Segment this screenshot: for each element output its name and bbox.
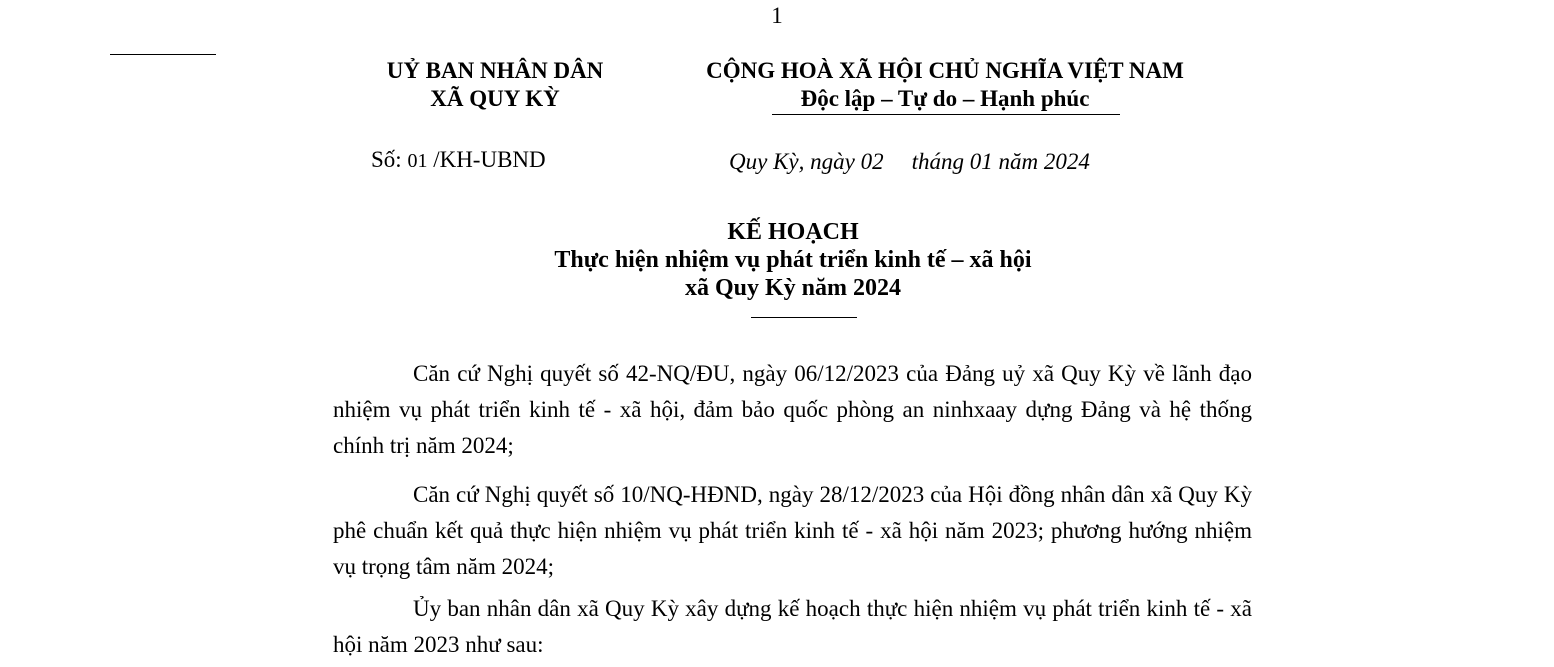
nation-name: CỘNG HOÀ XÃ HỘI CHỦ NGHĨA VIỆT NAM [706,58,1184,83]
title-line2: Thực hiện nhiệm vụ phát triển kinh tế – xã hội [554,247,1032,273]
place-day: Quy Kỳ, ngày 02 [729,149,884,174]
national-header [655,57,1235,113]
title-line3: xã Quy Kỳ năm 2024 [684,275,902,301]
body-paragraph [333,356,1252,464]
org-name-line1: UỶ BAN NHÂN DÂN [386,58,604,83]
month-year: tháng 01 năm 2024 [911,149,1090,174]
motto-underline [772,114,1120,115]
document-number-value: 01 [407,150,428,172]
body-paragraph [333,591,1252,663]
paragraph-text-1: Căn cứ Nghị quyết số 42-NQ/ĐU, ngày 06/12/2023 của Đảng uỷ xã Quy Kỳ về lãnh đạo nhiệm vụ phát triển kinh tế - xã hội, đảm bảo quốc phòng an ninhxaay dựng Đảng và hệ thống chính trị năm 2024; [333,361,1252,458]
place-and-date [729,149,1090,175]
document-number [371,147,546,173]
org-name-underline [110,54,216,55]
issuing-authority [340,57,650,113]
body-paragraph [333,477,1252,585]
paragraph-text-2: Căn cứ Nghị quyết số 10/NQ-HĐND, ngày 28/12/2023 của Hội đồng nhân dân xã Quy Kỳ phê chuẩn kết quả thực hiện nhiệm vụ phát triển kinh tế - xã hội năm 2023; phương hướng nhiệm vụ trọng tâm năm 2024; [333,482,1252,579]
document-number-label: Số: [371,147,402,172]
title-line1: KẾ HOẠCH [727,219,859,245]
org-name-line2: XÃ QUY KỲ [430,86,560,111]
page-number: 1 [771,3,783,28]
document-title [340,218,1246,302]
document-number-suffix: /KH-UBND [433,147,546,172]
motto: Độc lập – Tự do – Hạnh phúc [800,86,1090,111]
title-underline [751,317,857,318]
paragraph-text-3: Ủy ban nhân dân xã Quy Kỳ xây dựng kế hoạch thực hiện nhiệm vụ phát triển kinh tế - xã hội năm 2023 như sau: [333,596,1252,657]
